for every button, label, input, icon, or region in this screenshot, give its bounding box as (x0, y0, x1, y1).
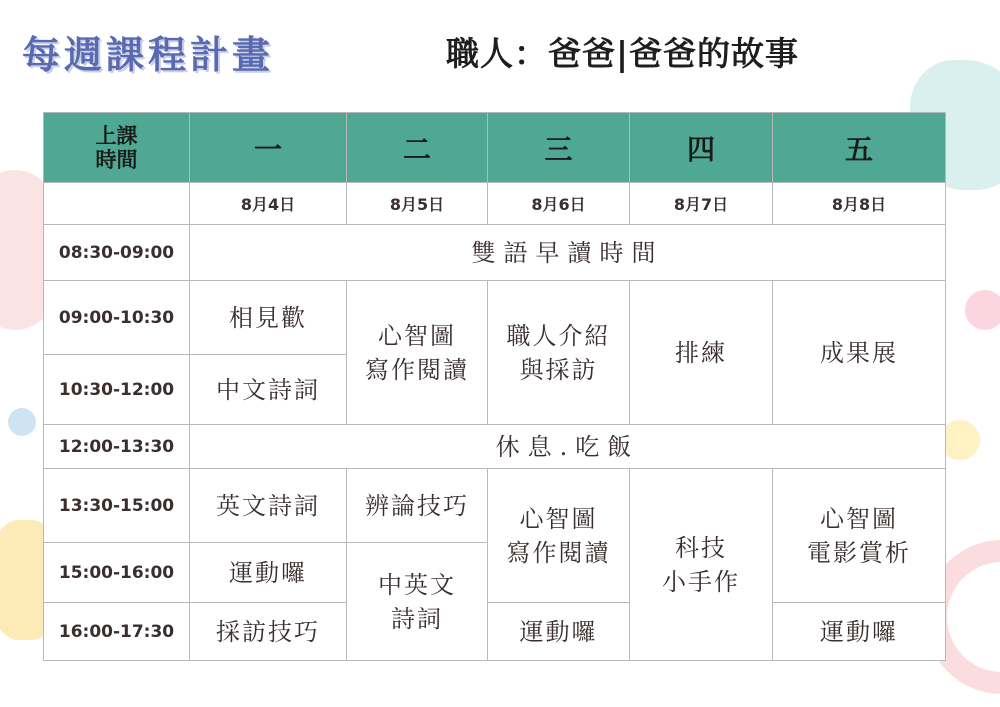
date-row (44, 183, 946, 225)
day-header-tue: 二 (347, 113, 488, 183)
header-row (44, 113, 946, 183)
activity-tue-1500 (347, 543, 488, 661)
activity-mon-1500: 運動囉 (190, 543, 347, 603)
row-0830 (44, 225, 946, 281)
row-1200 (44, 425, 946, 469)
activity-tue-morning-line1: 心智圖 (378, 321, 456, 350)
activity-mon-1330: 英文詩詞 (190, 469, 347, 543)
activity-thu-afternoon-line1: 科技 (675, 533, 727, 562)
lunch-cell: 休息.吃飯 (190, 425, 946, 469)
date-wed: 8月6日 (488, 183, 630, 225)
time-slot-1500: 15:00-16:00 (44, 543, 190, 603)
time-column-header (44, 113, 190, 183)
decor-circle-right-yellow (940, 420, 980, 460)
activity-wed-afternoon-line2: 寫作閱讀 (506, 538, 611, 567)
activity-wed-morning (488, 281, 630, 425)
activity-tue-1500-line1: 中英文 (378, 570, 456, 599)
page-subtitle: 職人：爸爸|爸爸的故事 (446, 34, 800, 73)
activity-wed-afternoon (488, 469, 630, 603)
time-slot-0830: 08:30-09:00 (44, 225, 190, 281)
activity-fri-afternoon-line2: 電影賞析 (807, 538, 911, 567)
activity-fri-afternoon (773, 469, 946, 603)
time-slot-1030: 10:30-12:00 (44, 355, 190, 425)
activity-mon-1030: 中文詩詞 (190, 355, 347, 425)
activity-tue-morning (347, 281, 488, 425)
time-slot-0900: 09:00-10:30 (44, 281, 190, 355)
decor-circle-right-pink (965, 290, 1000, 330)
day-header-wed: 三 (488, 113, 630, 183)
page-title: 每週課程計畫 (22, 32, 275, 77)
activity-wed-afternoon-line1: 心智圖 (519, 504, 598, 533)
date-fri: 8月8日 (773, 183, 946, 225)
activity-tue-1330: 辨論技巧 (347, 469, 488, 543)
activity-mon-0900: 相見歡 (190, 281, 347, 355)
time-header-line1: 上課 (95, 123, 138, 148)
activity-wed-morning-line1: 職人介紹 (506, 321, 611, 350)
activity-mon-1600: 採訪技巧 (190, 603, 347, 661)
row-1600 (44, 603, 946, 661)
activity-fri-morning: 成果展 (773, 281, 946, 425)
row-1330 (44, 469, 946, 543)
date-thu: 8月7日 (630, 183, 773, 225)
date-row-blank (44, 183, 190, 225)
time-slot-1600: 16:00-17:30 (44, 603, 190, 661)
activity-thu-afternoon (630, 469, 773, 661)
activity-wed-1600: 運動囉 (488, 603, 630, 661)
day-header-thu: 四 (630, 113, 773, 183)
time-slot-1200: 12:00-13:30 (44, 425, 190, 469)
weekly-schedule-table (43, 112, 946, 661)
activity-tue-1500-line2: 詩詞 (391, 604, 443, 633)
activity-thu-afternoon-line2: 小手作 (662, 567, 740, 596)
activity-fri-afternoon-line1: 心智圖 (820, 504, 898, 533)
date-tue: 8月5日 (347, 183, 488, 225)
time-slot-1330: 13:30-15:00 (44, 469, 190, 543)
day-header-fri: 五 (773, 113, 946, 183)
day-header-mon: 一 (190, 113, 347, 183)
morning-reading-cell: 雙語早讀時間 (190, 225, 946, 281)
time-header-line2: 時間 (95, 147, 138, 172)
activity-wed-morning-line2: 與採訪 (519, 355, 598, 384)
decor-circle-left-small (8, 408, 36, 436)
date-mon: 8月4日 (190, 183, 347, 225)
row-0900 (44, 281, 946, 355)
activity-fri-1600: 運動囉 (773, 603, 946, 661)
activity-thu-morning: 排練 (630, 281, 773, 425)
activity-tue-morning-line2: 寫作閱讀 (365, 355, 469, 384)
